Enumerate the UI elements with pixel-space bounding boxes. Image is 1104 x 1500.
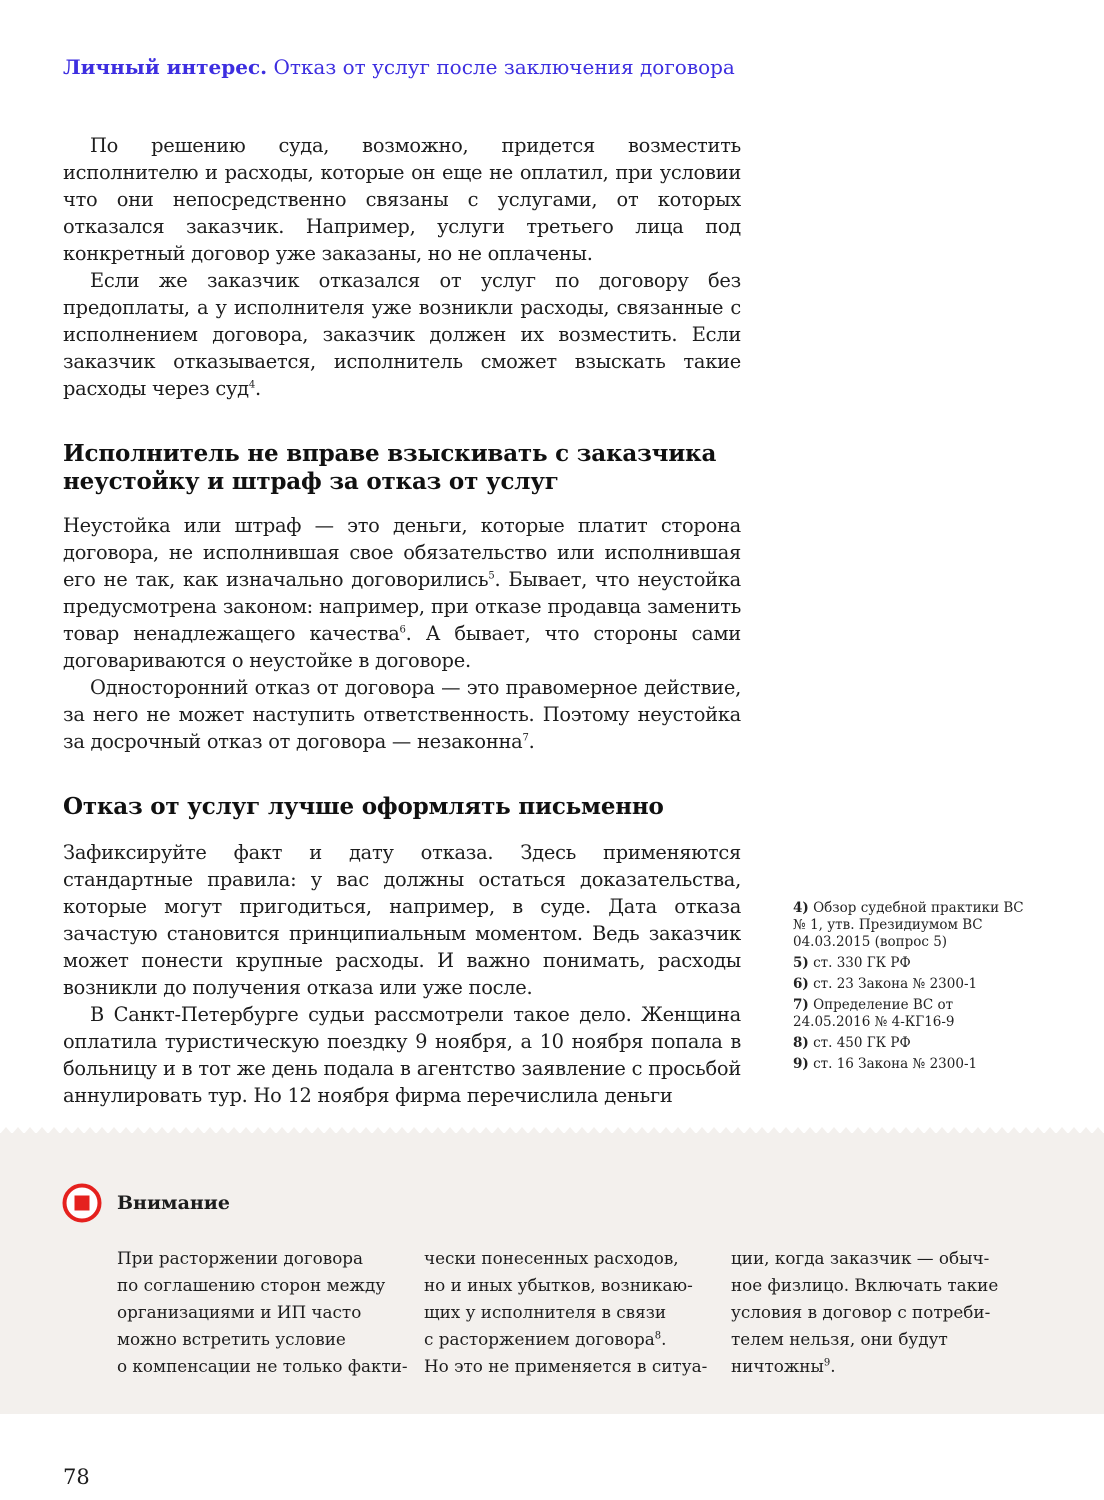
paragraph: Зафиксируйте факт и дату отказа. Здесь применяются стандартные правила: у вас должны остаться доказательства, которые могут пригодиться, например, в суде. Дата отказа зачастую становится принципиальным моментом. Ведь заказчик может понести крупные расходы. И важно понимать, расходы возникли до получения отказа или уже после. — [63, 841, 741, 999]
chapter-title: Отказ от услуг после заключения договора — [273, 55, 735, 79]
paragraph: В Санкт-Петербурге судьи рассмотрели такое дело. Женщина оплатила туристическую поездку 9 ноября, а 10 ноября попала в больницу и в тот же день подала в агентство заявление с просьбой аннулировать тур. Но 12 ноября фирма перечислила деньги — [63, 1003, 741, 1107]
footnote-ref: 4 — [248, 379, 255, 391]
section-heading: Отказ от услуг лучше оформлять письменно — [63, 793, 664, 820]
footnote: 6) ст. 23 Закона № 2300-1 — [793, 976, 978, 992]
paragraph: По решению суда, возможно, придется возместить исполнителю и расходы, которые он еще не оплатил, при условии что они непосредственно связаны с услугами, от которых отказался заказчик. Например, услуги третьего лица под конкретный договор уже заказаны, но не оплачены. — [63, 134, 741, 265]
running-head — [63, 53, 963, 81]
paragraph: Неустойка или штраф — это деньги, которые платит сторона договора, не исполнившая свое обязательство или исполнившая его не так, как изначально договорились$^5$. Бывает, что неустойка предусмотрена законом: например, при отказе продавца заменить товар ненадлежащего качества$^6$. А бывает, что стороны сами договариваются о неустойке в договоре. — [63, 514, 741, 672]
footnote: 4) Обзор судебной практики ВС № 1, утв. Президиумом ВС 04.03.2015 (вопрос 5) — [793, 900, 1024, 950]
page-number: 78 — [63, 1465, 90, 1489]
footnote-ref: 8 — [654, 1330, 662, 1342]
footnote: 5) ст. 330 ГК РФ — [793, 955, 911, 971]
footnotes — [793, 900, 1033, 1077]
attention-column: чески понесенных расходов, но и иных убытков, возникаю- щих у исполнителя в связи с расторжением договора$^8$. Но это не применяется в ситуа- — [424, 1248, 708, 1376]
stop-square-icon — [62, 1183, 102, 1223]
footnote-ref: 9 — [823, 1357, 831, 1369]
attention-title: Внимание — [117, 1192, 230, 1214]
footnote: 7) Определение ВС от 24.05.2016 № 4-КГ16-9 — [793, 997, 955, 1030]
paragraph: Односторонний отказ от договора — это правомерное действие, за него не может наступить ответственность. Поэтому неустойка за досрочный отказ от договора — незаконна$^7$. — [63, 676, 741, 753]
section-label: Личный интерес. — [63, 55, 268, 79]
section-heading: Исполнитель не вправе взыскивать с заказчика неустойку и штраф за отказ от услуг — [63, 440, 717, 495]
attention-box — [0, 1133, 1104, 1414]
paragraph: Если же заказчик отказался от услуг по договору без предоплаты, а у исполнителя уже возникли расходы, связанные с исполнением договора, заказчик должен их возместить. Если заказчик отказывается, исполнитель сможет взыскать такие расходы через суд$^4$. — [63, 269, 741, 400]
attention-column: При расторжении договора по соглашению сторон между организациями и ИП часто можно встретить условие о компенсации не только факти- — [117, 1248, 408, 1376]
attention-column: ции, когда заказчик — обыч- ное физлицо. Включать такие условия в договор с потреби- телем нельзя, они будут ничтожны$^9$. — [731, 1248, 999, 1376]
zigzag-edge — [0, 1126, 1104, 1134]
footnote-ref: 5 — [488, 570, 495, 582]
main-text-column — [63, 132, 741, 1109]
footnote-ref: 6 — [399, 624, 406, 636]
footnote-ref: 7 — [522, 732, 529, 744]
footnote: 8) ст. 450 ГК РФ — [793, 1035, 911, 1051]
footnote: 9) ст. 16 Закона № 2300-1 — [793, 1056, 978, 1072]
